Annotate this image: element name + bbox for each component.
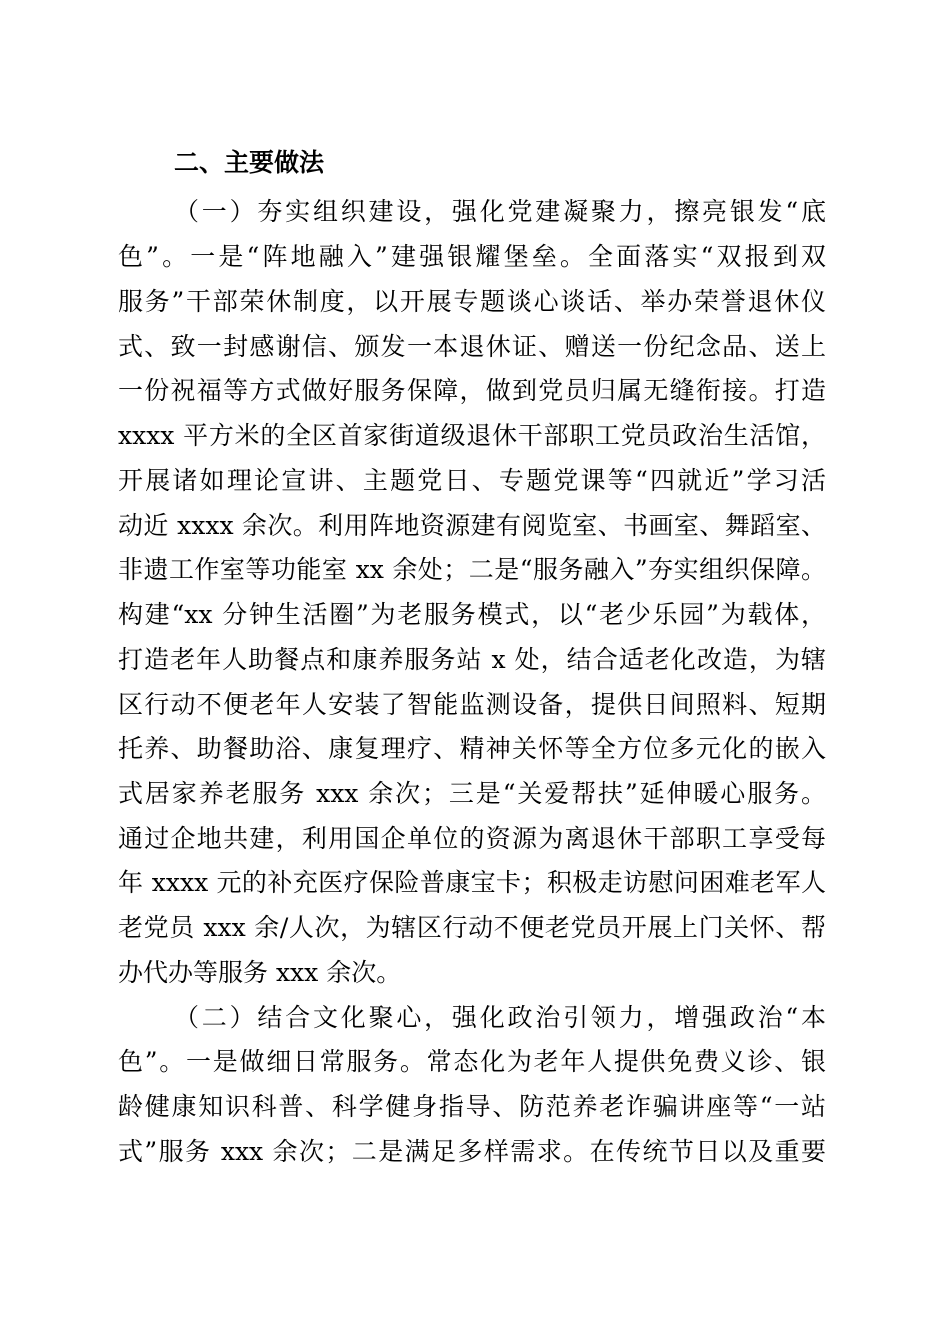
paragraph-line: 区行动不便老年人安装了智能监测设备，提供日间照料、短期 — [118, 690, 826, 719]
paragraph-line: 年 xxxx 元的补充医疗保险普康宝卡；积极走访慰问困难老军人 — [118, 868, 826, 897]
paragraph-line: 式”服务 xxx 余次；二是满足多样需求。在传统节日以及重要 — [118, 1137, 826, 1166]
paragraph-line: 式、致一封感谢信、颁发一本退休证、赠送一份纪念品、送上 — [118, 332, 826, 361]
paragraph-line: 开展诸如理论宣讲、主题党日、专题党课等“四就近”学习活 — [118, 466, 826, 495]
paragraph-line: 老党员 xxx 余/人次，为辖区行动不便老党员开展上门关怀、帮 — [118, 913, 826, 942]
paragraph-line: 服务”干部荣休制度，以开展专题谈心谈话、举办荣誉退休仪 — [118, 287, 826, 316]
paragraph-line: 打造老年人助餐点和康养服务站 x 处，结合适老化改造，为辖 — [118, 645, 826, 674]
paragraph-line-last: 办代办等服务 xxx 余次。 — [118, 958, 402, 987]
paragraph-line: xxxx 平方米的全区首家街道级退休干部职工党员政治生活馆， — [118, 421, 826, 450]
paragraph-line: 托养、助餐助浴、康复理疗、精神关怀等全方位多元化的嵌入 — [118, 734, 826, 763]
paragraph-line: （二）结合文化聚心，强化政治引领力，增强政治“本 — [174, 1003, 826, 1032]
paragraph-line: 动近 xxxx 余次。利用阵地资源建有阅览室、书画室、舞蹈室、 — [118, 511, 826, 540]
paragraph-line: 一份祝福等方式做好服务保障，做到党员归属无缝衔接。打造 — [118, 376, 826, 405]
paragraph-line: 构建“xx 分钟生活圈”为老服务模式，以“老少乐园”为载体， — [118, 600, 826, 629]
paragraph-line: 非遗工作室等功能室 xx 余处；二是“服务融入”夯实组织保障。 — [118, 555, 826, 584]
paragraph-line: 通过企地共建，利用国企单位的资源为离退休干部职工享受每 — [118, 824, 826, 853]
paragraph-line: 式居家养老服务 xxx 余次；三是“关爱帮扶”延伸暖心服务。 — [118, 779, 826, 808]
paragraph-line: 色”。一是做细日常服务。常态化为老年人提供免费义诊、银 — [118, 1047, 826, 1076]
paragraph-line: 龄健康知识科普、科学健身指导、防范养老诈骗讲座等“一站 — [118, 1092, 826, 1121]
paragraph-line: （一）夯实组织建设，强化党建凝聚力，擦亮银发“底 — [174, 197, 826, 226]
section-heading: 二、主要做法 — [174, 148, 325, 177]
paragraph-line: 色”。一是“阵地融入”建强银耀堡垒。全面落实“双报到双 — [118, 242, 826, 271]
